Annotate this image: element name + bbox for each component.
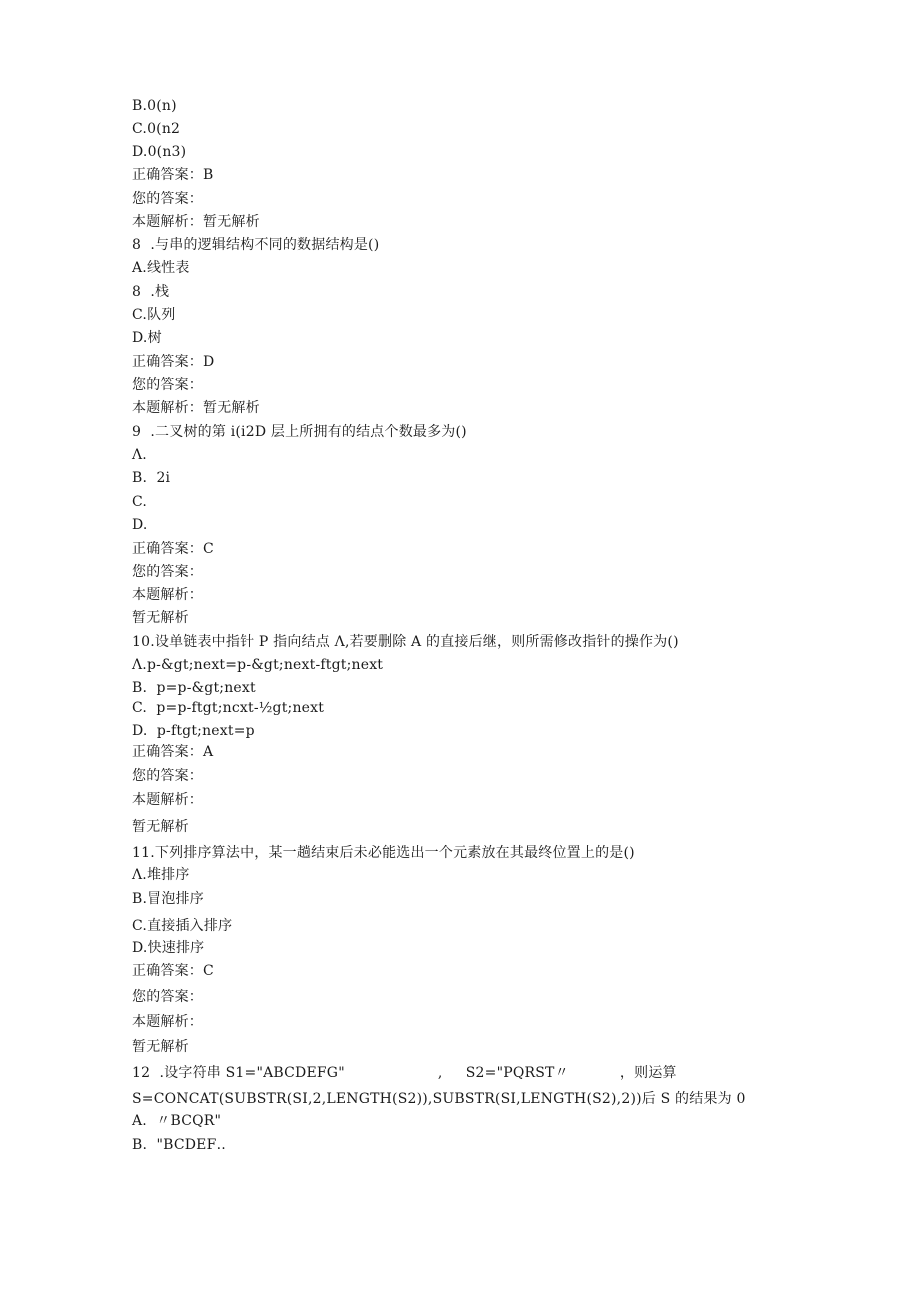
text-line: 正确答案：B — [132, 167, 214, 183]
text-line: 8 .与串的逻辑结构不同的数据结构是() — [132, 237, 380, 253]
text-line: C.直接插入排序 — [132, 918, 233, 934]
text-line: B. "BCDEF‥ — [132, 1137, 227, 1153]
text-line: 10.设单链表中指针 P 指向结点 Λ,若要删除 A 的直接后继，则所需修改指针的操作为() — [132, 634, 679, 650]
text-line: 11.下列排序算法中，某一趟结束后未必能选出一个元素放在其最终位置上的是() — [132, 845, 635, 861]
text-line: 本题解析： — [132, 1014, 203, 1030]
text-line: C.0(n2 — [132, 121, 181, 137]
text-line: Λ.堆排序 — [132, 867, 190, 883]
text-line: A. 〃BCQR" — [132, 1113, 222, 1129]
text-line: A.线性表 — [132, 260, 190, 276]
text-line: 正确答案：C — [132, 963, 214, 979]
text-line: S=CONCAT(SUBSTR(SI,2,LENGTH(S2)),SUBSTR(SI,LENGTH(S2),2))后 S 的结果为 0 — [132, 1091, 746, 1107]
text-line: B. 2i — [132, 470, 171, 486]
text-line: D.快速排序 — [132, 940, 205, 956]
text-line: 本题解析：暂无解析 — [132, 400, 260, 416]
text-line: B.冒泡排序 — [132, 891, 204, 907]
text-line: C. — [132, 494, 148, 510]
text-line: 您的答案： — [132, 191, 203, 207]
text-line: 您的答案： — [132, 377, 203, 393]
text-line: 您的答案： — [132, 564, 203, 580]
text-line: 本题解析： — [132, 587, 203, 603]
text-line: D. — [132, 517, 148, 533]
text-line: 8 .栈 — [132, 284, 170, 300]
text-line: 正确答案：D — [132, 354, 215, 370]
text-line: 本题解析： — [132, 792, 203, 808]
text-line: D.树 — [132, 330, 162, 346]
text-line: 暂无解析 — [132, 819, 189, 835]
text-line: C. p=p-ftgt;ncxt-½gt;next — [132, 700, 325, 716]
text-line: 您的答案： — [132, 989, 203, 1005]
text-line: Λ.p-&gt;next=p-&gt;next-ftgt;next — [132, 657, 384, 673]
text-line: C.队列 — [132, 307, 176, 323]
text-line: 9 .二叉树的第 i(i2D 层上所拥有的结点个数最多为() — [132, 424, 467, 440]
text-line: D.0(n3) — [132, 144, 187, 160]
text-line: B.0(n) — [132, 98, 177, 114]
text-line: 您的答案： — [132, 768, 203, 784]
text-line: 暂无解析 — [132, 610, 189, 626]
text-line: 本题解析：暂无解析 — [132, 214, 260, 230]
text-line: B. p=p-&gt;next — [132, 680, 256, 696]
text-line: 正确答案：A — [132, 744, 214, 760]
text-line: 12 .设字符串 S1="ABCDEFG" , S2="PQRST〃 ，则运算 — [132, 1065, 677, 1081]
text-line: D. p-ftgt;next=p — [132, 723, 255, 739]
text-line: 正确答案：C — [132, 541, 214, 557]
text-line: Λ. — [132, 447, 147, 463]
text-line: 暂无解析 — [132, 1039, 189, 1055]
